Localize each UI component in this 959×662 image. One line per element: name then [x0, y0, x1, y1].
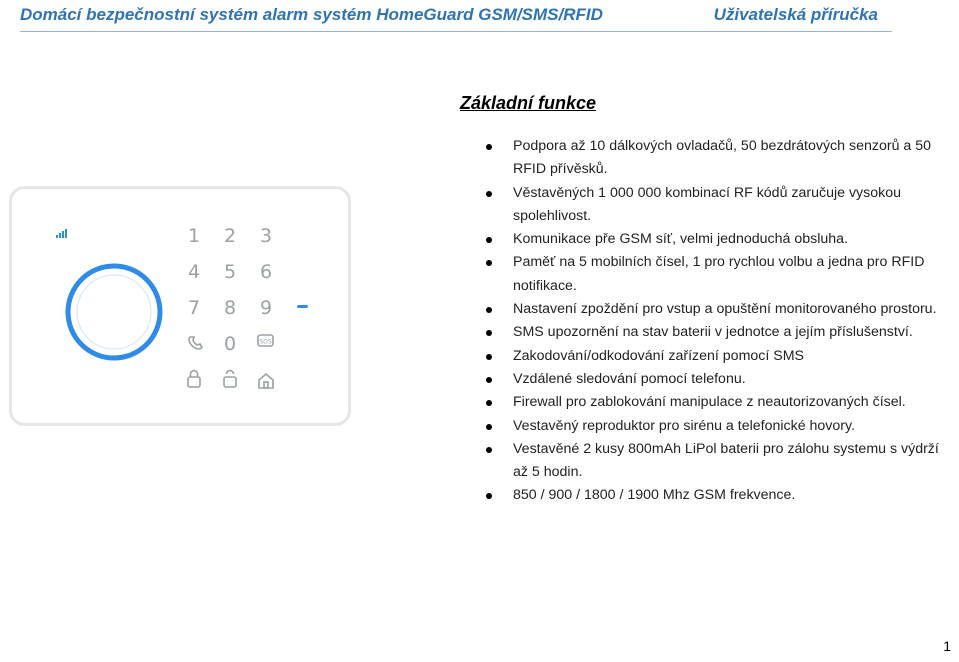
document-type: Uživatelská příručka: [713, 5, 878, 24]
list-item: 850 / 900 / 1800 / 1900 Mhz GSM frekvence.: [486, 484, 946, 507]
alarm-panel-image: [9, 186, 351, 426]
key-4: 4: [187, 261, 201, 283]
page-header: [20, 3, 892, 32]
list-item: Zakodování/odkodování zařízení pomocí SMS: [486, 345, 946, 368]
list-item: Podpora až 10 dálkových ovladačů, 50 bezdrátových senzorů a 50 RFID přívěsků.: [486, 135, 946, 182]
key-9: 9: [259, 297, 273, 319]
list-item: Paměť na 5 mobilních čísel, 1 pro rychlou volbu a jedna pro RFID notifikace.: [486, 251, 946, 298]
document-title: Domácí bezpečnostní systém alarm systém HomeGuard GSM/SMS/RFID: [20, 5, 603, 24]
list-item: Vzdálené sledování pomocí telefonu.: [486, 368, 946, 391]
page-number: 1: [943, 638, 951, 654]
key-2: 2: [223, 225, 237, 247]
list-item: Věstavěných 1 000 000 kombinací RF kódů zaručuje vysokou spolehlivost.: [486, 182, 946, 229]
key-6: 6: [259, 261, 273, 283]
list-item: Vestavěné 2 kusy 800mAh LiPol baterii pro zálohu systemu s výdrží až 5 hodin.: [486, 438, 946, 485]
section-title: Základní funkce: [460, 93, 597, 113]
key-7: 7: [187, 297, 201, 319]
list-item: Komunikace pře GSM síť, velmi jednoduchá obsluha.: [486, 228, 946, 251]
list-item: SMS upozornění na stav baterii v jednotce a jejím příslušenství.: [486, 321, 946, 344]
key-5: 5: [223, 261, 237, 283]
svg-text:SOS: SOS: [259, 338, 272, 346]
key-8: 8: [223, 297, 237, 319]
key-0: 0: [223, 333, 237, 355]
list-item: Vestavěný reproduktor pro sirénu a telefonické hovory.: [486, 415, 946, 438]
key-3: 3: [259, 225, 273, 247]
feature-list: [486, 135, 946, 508]
key-1: 1: [187, 225, 201, 247]
status-led: [297, 305, 308, 308]
list-item: Firewall pro zablokování manipulace z neautorizovaných čísel.: [486, 391, 946, 414]
list-item: Nastavení zpoždění pro vstup a opuštění monitorovaného prostoru.: [486, 298, 946, 321]
